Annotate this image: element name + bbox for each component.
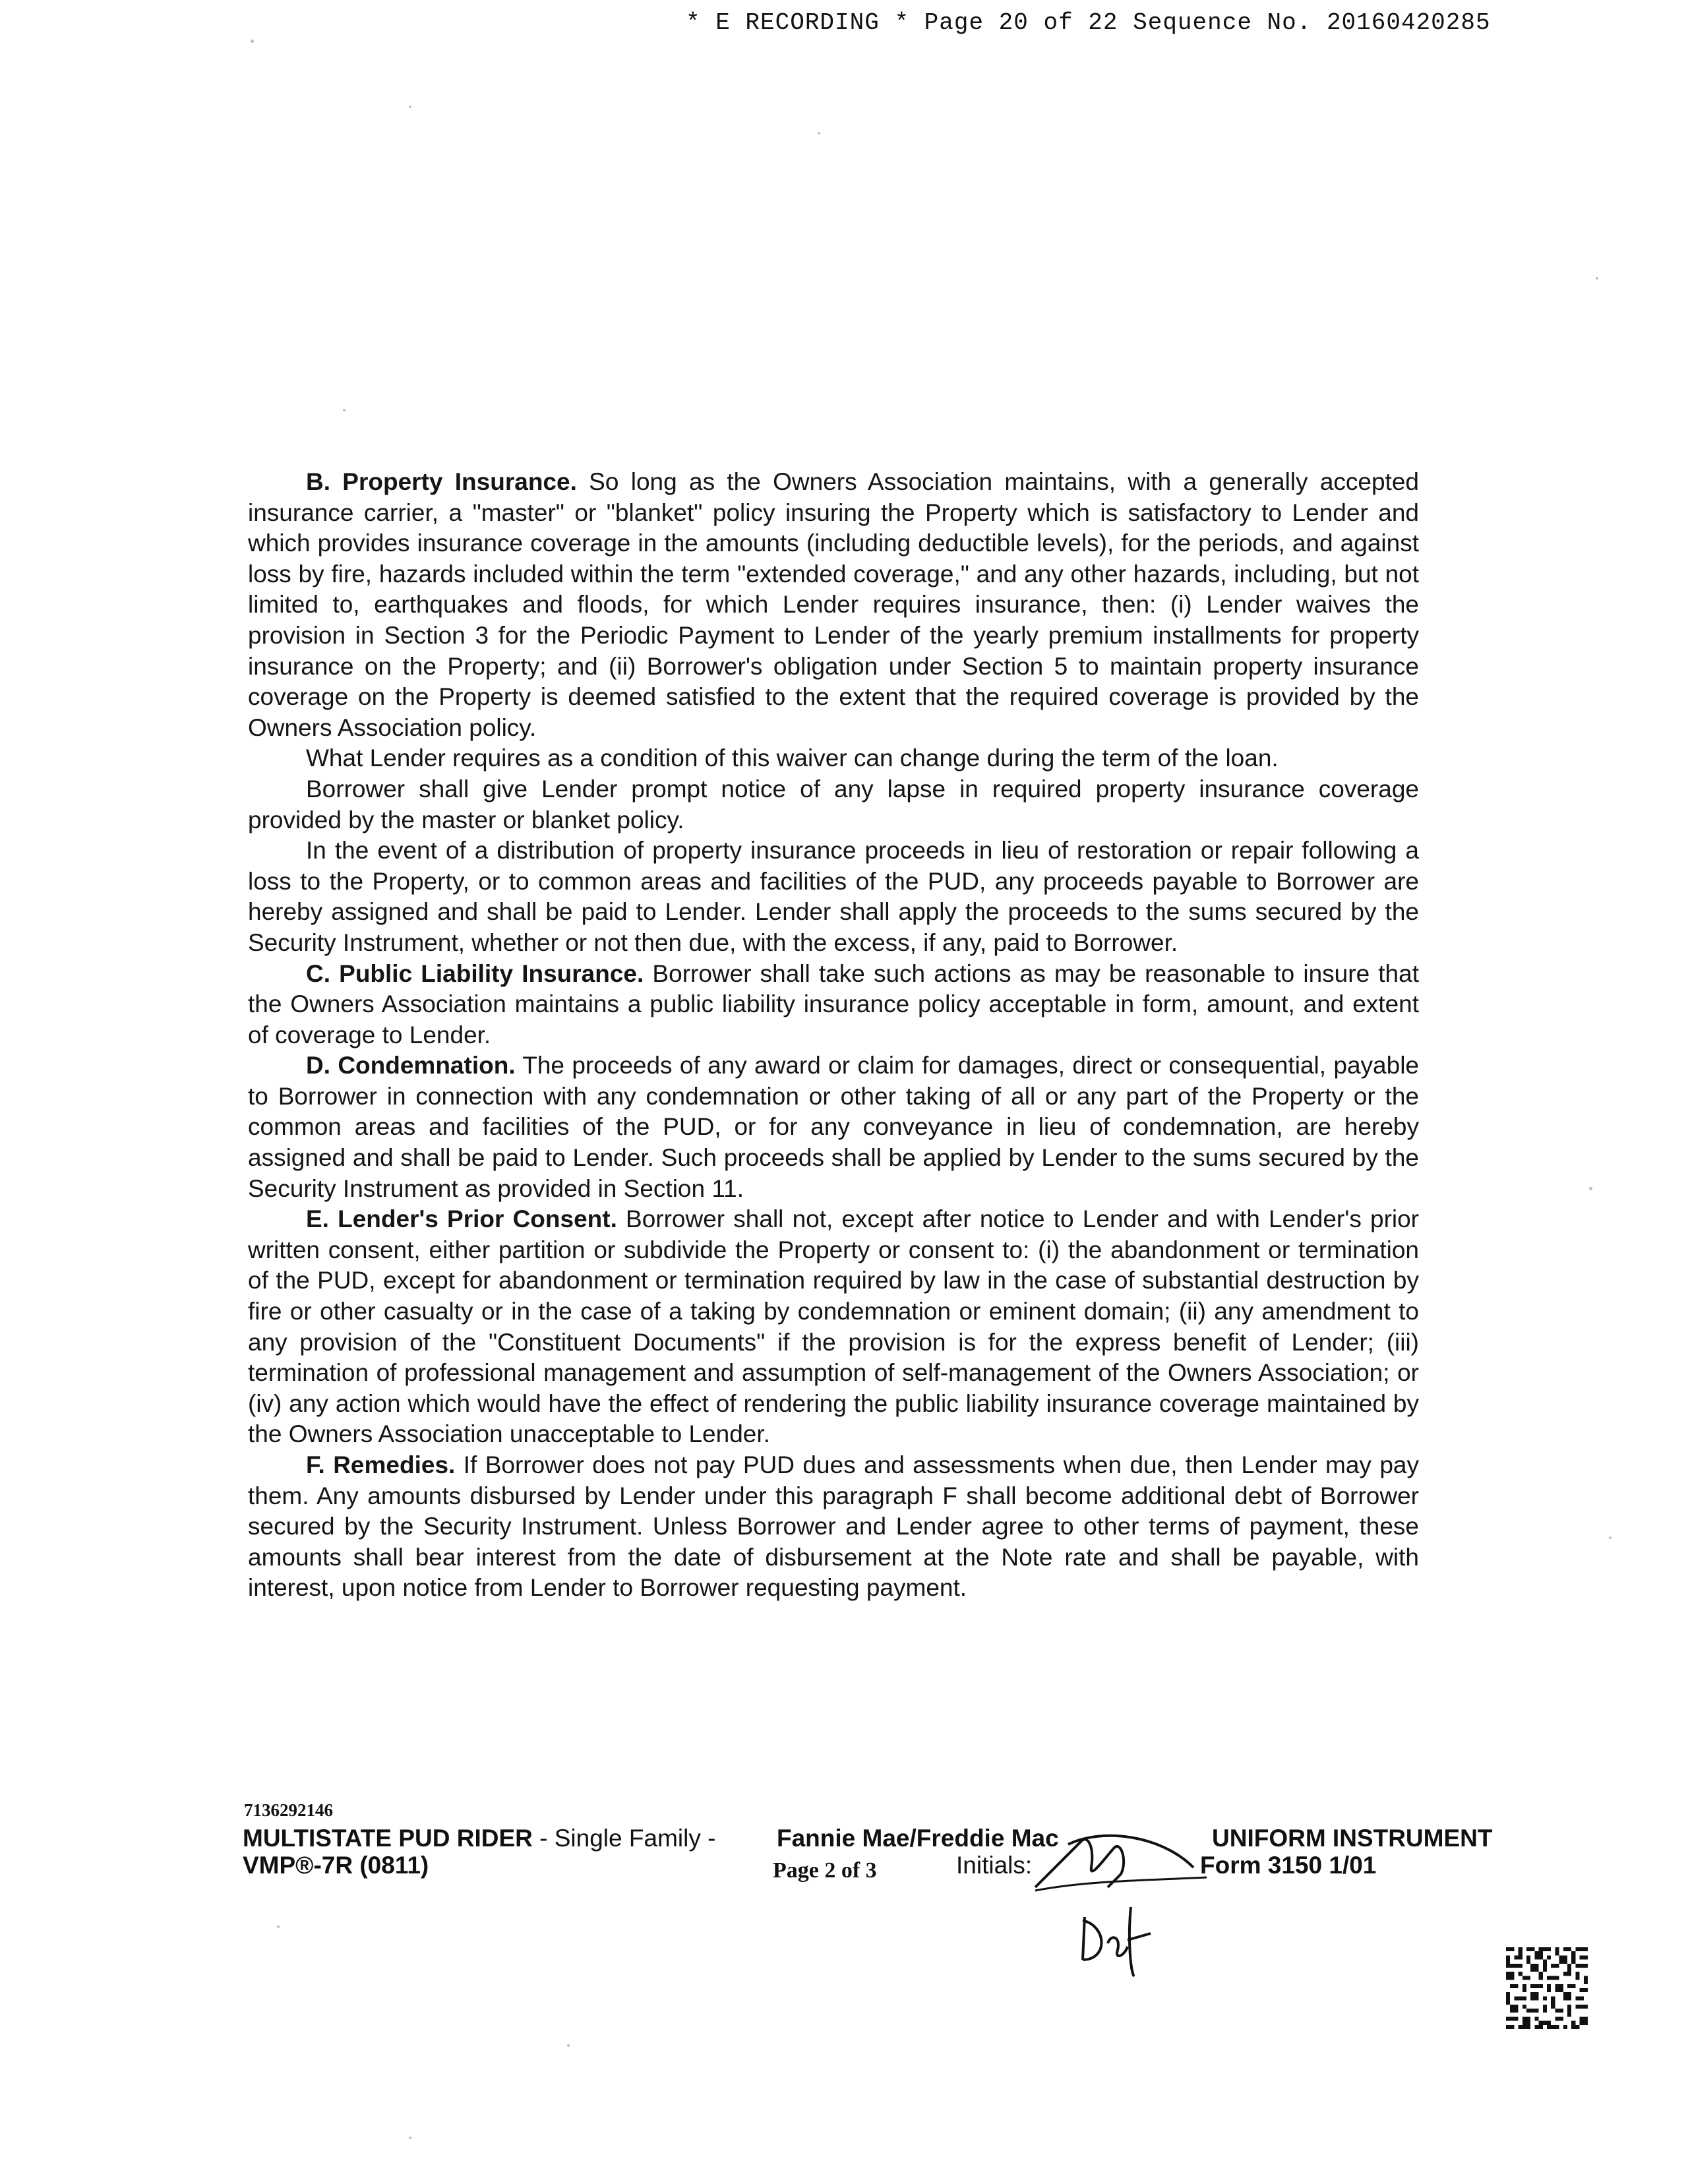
section-d-text: The proceeds of any award or claim for damages, direct or consequential, payable to Borrower in connection with any condemnation or other taking of all or any part of the Property or the common areas and facilities of the PUD, or for any conveyance in lieu of condemnation, are hereby assigned and shall be paid to Lender. Such proceeds shall be applied by Lender to the sums secured by the Security Instrument as provided in Section 11. bbox=[248, 1052, 1419, 1202]
scan-speck bbox=[343, 409, 346, 411]
section-e-text: Borrower shall not, except after notice to Lender and with Lender's prior written consent, either partition or subdivide the Property or consent to: (i) the abandonment or termination of the PUD, except for abandonment or termination required by law in the case of substantial destruction by fire or other casualty or in the case of a taking by condemnation or eminent domain; (ii) any amendment to any provision of the "Constituent Documents" if the provision is for the express benefit of Lender; (iii) termination of professional management and assumption of self-management of the Owners Association; or (iv) any action which would have the effect of rendering the public liability insurance coverage maintained by the Owners Association unacceptable to Lender. bbox=[248, 1205, 1420, 1448]
form-number: Form 3150 1/01 bbox=[1200, 1852, 1377, 1879]
scan-speck bbox=[409, 106, 411, 108]
section-b-heading: B. Property Insurance. bbox=[306, 468, 577, 495]
form-code: VMP®-7R (0811) bbox=[243, 1852, 429, 1879]
scan-speck bbox=[1609, 1536, 1612, 1539]
scan-speck bbox=[409, 2137, 411, 2139]
recording-stamp: * E RECORDING * Page 20 of 22 Sequence No. 20160420285 bbox=[686, 9, 1491, 36]
section-f-text: If Borrower does not pay PUD dues and assessments when due, then Lender may pay them. Any amounts disbursed by Lender under this paragraph F shall become additional debt of Borrower secured by the Security Instrument. Unless Borrower and Lender agree to other terms of payment, these amounts shall bear interest from the date of disbursement at the Note rate and shall be payable, with interest, upon notice from Lender to Borrower requesting payment. bbox=[248, 1451, 1419, 1602]
loan-number: 7136292146 bbox=[244, 1800, 333, 1820]
scan-speck bbox=[277, 1926, 280, 1928]
scan-speck bbox=[251, 40, 254, 43]
scan-speck bbox=[567, 2044, 570, 2047]
document-body bbox=[248, 467, 1419, 1604]
section-c-text: Borrower shall take such actions as may be reasonable to insure that the Owners Association maintains a public liability insurance policy acceptable in form, amount, and extent of coverage to Lender. bbox=[248, 959, 1419, 1048]
fannie-freddie-label: Fannie Mae/Freddie Mac bbox=[777, 1825, 1059, 1852]
uniform-instrument-label: UNIFORM INSTRUMENT bbox=[1212, 1825, 1493, 1852]
section-b-paragraph bbox=[248, 467, 1419, 743]
initials-label: Initials: bbox=[956, 1852, 1033, 1879]
scan-speck bbox=[1589, 1187, 1592, 1190]
section-e-paragraph bbox=[248, 1204, 1419, 1450]
section-d-paragraph bbox=[248, 1050, 1419, 1204]
section-f-paragraph bbox=[248, 1450, 1419, 1604]
section-b-notice-paragraph: Borrower shall give Lender prompt notice of any lapse in required property insurance coverage provided by the master or blanket policy. bbox=[248, 775, 1419, 834]
section-b-distribution-paragraph: In the event of a distribution of property insurance proceeds in lieu of restoration or repair following a loss to the Property, or to common areas and facilities of the PUD, any proceeds payable to Borrower are hereby assigned and shall be paid to Lender. Lender shall apply the proceeds to the sums secured by the Security Instrument, whether or not then due, with the excess, if any, paid to Borrower. bbox=[248, 837, 1419, 956]
section-b-text: So long as the Owners Association maintains, with a generally accepted insurance carrier, a "master" or "blanket" policy insuring the Property which is satisfactory to Lender and which provides insurance coverage in the amounts (including deductible levels), for the periods, and against loss by fire, hazards included within the term "extended coverage," and any other hazards, including, but not limited to, earthquakes and floods, for which Lender requires insurance, then: (i) Lender waives the provision in Section 3 for the Periodic Payment to Lender of the yearly premium installments for property insurance on the Property; and (ii) Borrower's obligation under Section 5 to maintain property insurance coverage on the Property is deemed satisfied to the extent that the required coverage is provided by the Owners Association policy. bbox=[248, 468, 1419, 741]
footer-title-line bbox=[243, 1825, 1493, 1852]
footer-form-line bbox=[243, 1852, 1403, 1881]
section-f-heading: F. Remedies. bbox=[306, 1451, 456, 1478]
section-c-heading: C. Public Liability Insurance. bbox=[306, 959, 644, 987]
initials-signature bbox=[1029, 1828, 1220, 1986]
section-b-waiver-paragraph: What Lender requires as a condition of this waiver can change during the term of the loan. bbox=[306, 744, 1279, 772]
section-e-heading: E. Lender's Prior Consent. bbox=[306, 1205, 617, 1233]
section-d-heading: D. Condemnation. bbox=[306, 1052, 516, 1079]
scan-speck bbox=[818, 132, 820, 135]
qr-code bbox=[1506, 1947, 1588, 2030]
section-c-paragraph bbox=[248, 959, 1419, 1051]
rider-subtitle: - Single Family - bbox=[532, 1825, 716, 1852]
page-number: Page 2 of 3 bbox=[773, 1858, 877, 1883]
rider-title: MULTISTATE PUD RIDER bbox=[243, 1825, 533, 1852]
scan-speck bbox=[1596, 277, 1598, 280]
